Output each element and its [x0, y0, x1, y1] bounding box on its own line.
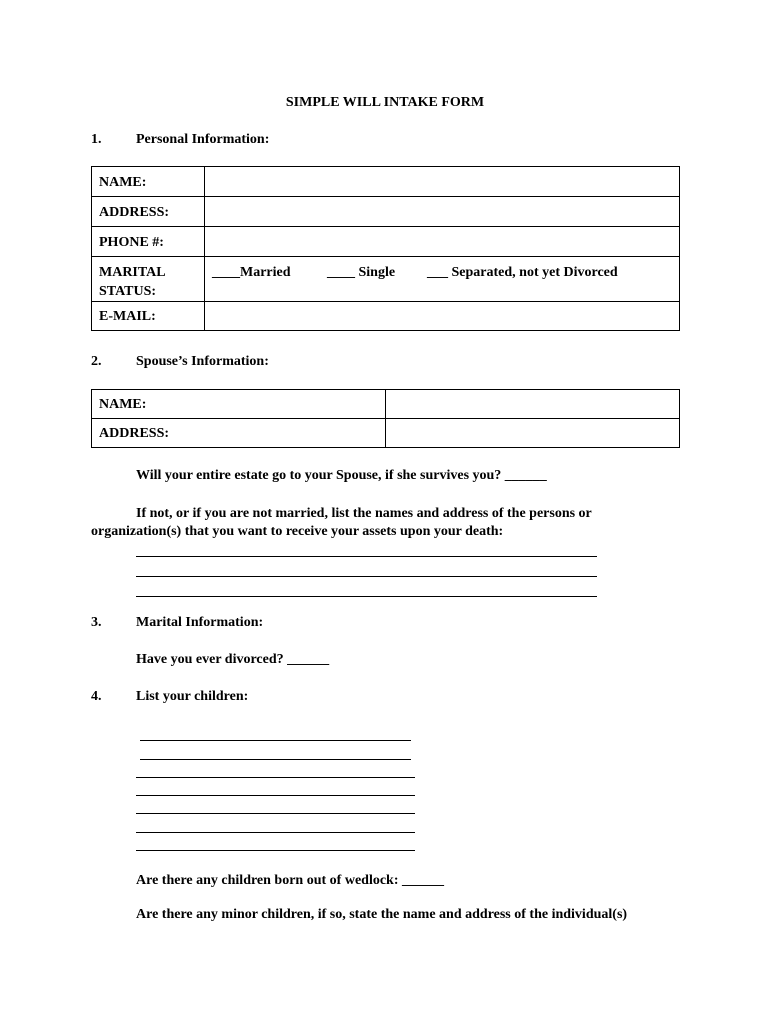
child-line[interactable]	[136, 777, 415, 778]
section-4-heading: List your children:	[136, 689, 249, 704]
section-1-number: 1.	[91, 132, 102, 147]
child-line[interactable]	[136, 850, 415, 851]
email-field[interactable]	[205, 302, 680, 331]
married-option[interactable]: ____Married	[212, 265, 291, 280]
address-label: ADDRESS:	[92, 197, 205, 227]
spouse-address-field[interactable]	[386, 419, 680, 448]
beneficiaries-question-line2: organization(s) that you want to receive your assets upon your death:	[91, 524, 504, 539]
form-title: SIMPLE WILL INTAKE FORM	[285, 95, 485, 110]
spouse-info-table	[91, 389, 680, 448]
child-line[interactable]	[140, 740, 411, 741]
name-label: NAME:	[92, 167, 205, 197]
address-field[interactable]	[205, 197, 680, 227]
section-3-number: 3.	[91, 615, 102, 630]
spouse-name-field[interactable]	[386, 390, 680, 419]
marital-status-label	[92, 257, 205, 302]
section-2-heading: Spouse’s Information:	[136, 354, 269, 369]
wedlock-question: Are there any children born out of wedlock: ______	[136, 873, 444, 888]
beneficiary-line[interactable]	[136, 596, 597, 597]
phone-label: PHONE #:	[92, 227, 205, 257]
separated-option[interactable]: ___ Separated, not yet Divorced	[427, 265, 618, 280]
personal-info-table	[91, 166, 680, 331]
minor-children-question: Are there any minor children, if so, state the name and address of the individual(s)	[136, 907, 628, 922]
name-field[interactable]	[205, 167, 680, 197]
section-3-heading: Marital Information:	[136, 615, 264, 630]
marital-status-options	[205, 257, 680, 302]
beneficiary-line[interactable]	[136, 576, 597, 577]
ever-divorced-question: Have you ever divorced? ______	[136, 652, 330, 667]
beneficiary-line[interactable]	[136, 556, 597, 557]
single-option[interactable]: ____ Single	[327, 265, 396, 280]
estate-to-spouse-question: Will your entire estate go to your Spouse, if she survives you? ______	[136, 468, 547, 483]
section-2-number: 2.	[91, 354, 102, 369]
phone-field[interactable]	[205, 227, 680, 257]
beneficiaries-question-line1: If not, or if you are not married, list the names and address of the persons or	[136, 506, 592, 521]
section-1-heading: Personal Information:	[136, 132, 270, 147]
section-4-number: 4.	[91, 689, 102, 704]
marital-label-line1: MARITAL	[99, 265, 166, 280]
child-line[interactable]	[136, 832, 415, 833]
spouse-address-label: ADDRESS:	[92, 419, 386, 448]
child-line[interactable]	[136, 813, 415, 814]
child-line[interactable]	[136, 795, 415, 796]
email-label: E-MAIL:	[92, 302, 205, 331]
spouse-name-label: NAME:	[92, 390, 386, 419]
child-line[interactable]	[140, 759, 411, 760]
marital-label-line2: STATUS:	[99, 284, 157, 299]
